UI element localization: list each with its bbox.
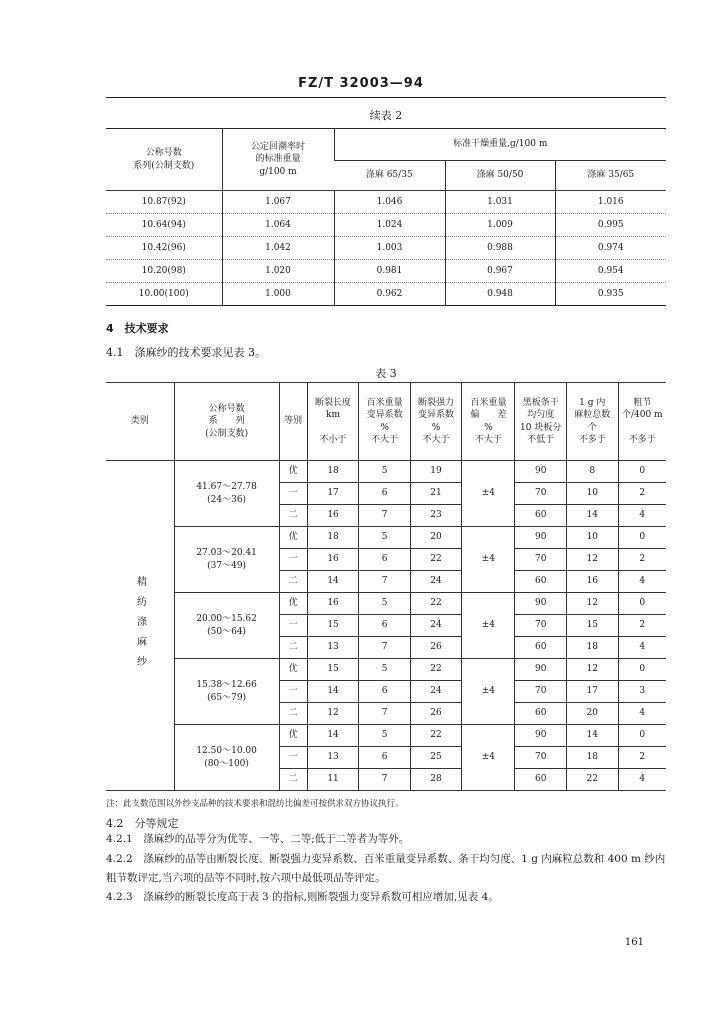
- t3-hline: 百米重量: [366, 398, 403, 409]
- table-cell: 0.935: [555, 283, 666, 306]
- table-cell: 1.003: [334, 237, 445, 260]
- table-cell: 24: [410, 681, 462, 703]
- t3-hline: 个/400 m: [621, 410, 663, 421]
- t3-hline: 百米重量: [470, 398, 507, 409]
- t3-hline: [308, 422, 359, 434]
- t3-header-col: [566, 383, 618, 461]
- table-cell: 15: [566, 615, 618, 637]
- table-cell: 5: [359, 659, 410, 681]
- table-row: [106, 527, 666, 549]
- table-cell: 10: [566, 527, 618, 549]
- grade-cell: 一: [279, 747, 307, 769]
- table-cell: 70: [515, 681, 567, 703]
- table-cell: 0.954: [555, 260, 666, 283]
- table-cell: 8: [566, 461, 618, 483]
- table-cell: 16: [307, 505, 359, 527]
- table-cell: 7: [359, 637, 410, 659]
- deviation-cell: ±4: [462, 593, 515, 659]
- table-cell: 1.000: [222, 283, 334, 306]
- count-metric: (80～100): [204, 758, 249, 769]
- table-cell: 24: [410, 571, 462, 593]
- table-cell: 25: [410, 747, 462, 769]
- count-range: 41.67～27.78: [196, 482, 257, 493]
- table-cell: 0.981: [334, 260, 445, 283]
- t2-header-name-line: 系列(公制支数): [133, 160, 195, 171]
- t3-hline: %: [380, 422, 389, 433]
- count-range: 12.50～10.00: [196, 746, 257, 757]
- table-row: [106, 214, 666, 237]
- count-range-cell: [174, 659, 279, 725]
- t3-hline: 不低于: [527, 434, 555, 445]
- header-rule: [106, 97, 666, 98]
- table-cell: 4: [618, 571, 666, 593]
- table-cell: 0: [618, 659, 666, 681]
- table-cell: 90: [515, 527, 567, 549]
- t3-header-col: [618, 383, 666, 461]
- table-cell: 0: [618, 593, 666, 615]
- table-cell: 12: [566, 549, 618, 571]
- paragraph-4-2-3: 4.2.3 涤麻纱的断裂长度高于表 3 的指标,则断裂强力变异系数可相应增加,见表 4。: [106, 891, 499, 903]
- table-cell: 7: [359, 703, 410, 725]
- table-cell: 2: [618, 549, 666, 571]
- table-cell: 10.87(92): [106, 191, 222, 214]
- table-cell: 14: [566, 725, 618, 747]
- table-row: [106, 461, 666, 483]
- table-cell: 70: [515, 615, 567, 637]
- table-cell: 1.042: [222, 237, 334, 260]
- table-cell: 12: [307, 703, 359, 725]
- count-metric: (37～49): [207, 560, 247, 571]
- t2-header-std: [222, 129, 334, 191]
- table-cell: 10.64(94): [106, 214, 222, 237]
- table-cell: 5: [359, 725, 410, 747]
- deviation-cell: ±4: [462, 659, 515, 725]
- t3-hline: 不小于: [319, 434, 347, 445]
- table-cell: 6: [359, 483, 410, 505]
- table-cell: 90: [515, 461, 567, 483]
- table-cell: 5: [359, 461, 410, 483]
- table-cell: 22: [410, 659, 462, 681]
- count-metric: (50～64): [207, 626, 247, 637]
- table-cell: 16: [307, 549, 359, 571]
- grade-cell: 一: [279, 615, 307, 637]
- table-cell: 0.962: [334, 283, 445, 306]
- table3-note: 注：此支数范围以外纱支品种的技术要求和混纺比偏差可按供求双方协议执行。: [106, 799, 404, 809]
- table-cell: 70: [515, 549, 567, 571]
- page-number: 161: [624, 937, 644, 948]
- table-cell: 22: [410, 549, 462, 571]
- table-cell: 13: [307, 747, 359, 769]
- table-cell: 28: [410, 769, 462, 791]
- table-cell: 20: [566, 703, 618, 725]
- table-row: [106, 725, 666, 747]
- table-cell: 5: [359, 527, 410, 549]
- table-cell: 22: [566, 769, 618, 791]
- table-cell: 60: [515, 637, 567, 659]
- table-cell: 1.009: [445, 214, 555, 237]
- t3-header-col: [410, 383, 462, 461]
- table-cell: 0: [618, 725, 666, 747]
- grade-cell: 优: [279, 527, 307, 549]
- t3-header-col: [515, 383, 567, 461]
- table-cell: 23: [410, 505, 462, 527]
- t3-hline: 粗节: [633, 398, 652, 409]
- table-cell: 4: [618, 769, 666, 791]
- grade-cell: 二: [279, 571, 307, 593]
- t3-hline: 变异系数: [418, 410, 455, 421]
- table-cell: 11: [307, 769, 359, 791]
- t3-hline: 偏 差: [470, 410, 507, 421]
- t3-header-col: [307, 383, 359, 461]
- table-cell: 90: [515, 659, 567, 681]
- t3-header-count-line: (公制支数): [205, 428, 249, 439]
- table-cell: 1.046: [334, 191, 445, 214]
- t3-header-grade: 等别: [279, 383, 307, 461]
- t2-header-std-line: 公定回潮率时: [250, 142, 305, 153]
- table-cell: 14: [307, 725, 359, 747]
- t2-sub-header: 涤麻 50/50: [445, 161, 555, 191]
- grade-cell: 二: [279, 505, 307, 527]
- paragraph-4-2-2: 4.2.2 涤麻纱的品等由断裂长度、断裂强力变异系数、百米重量变异系数、条干均匀度、1 g 内麻粒总数和 400 m 纱内粗节数评定,当六项的品等不同时,按六项中最低项品等评定。: [106, 853, 666, 884]
- t3-header-count-line: 公称号数: [208, 404, 245, 415]
- count-range: 15.38～12.66: [196, 680, 257, 691]
- table-3: [106, 382, 666, 791]
- t3-hline: [619, 422, 666, 434]
- table-cell: 60: [515, 505, 567, 527]
- deviation-cell: ±4: [462, 527, 515, 593]
- table-cell: 60: [515, 703, 567, 725]
- table2-caption: 续表 2: [369, 109, 403, 122]
- t3-header-col: [359, 383, 410, 461]
- t2-header-std-line: 的标准重量: [255, 154, 301, 165]
- table-cell: 6: [359, 549, 410, 571]
- table-cell: 6: [359, 747, 410, 769]
- t3-hline: km: [326, 410, 341, 421]
- table-cell: 26: [410, 637, 462, 659]
- t3-hline: 不大于: [422, 434, 450, 445]
- section-4-2-title: 4.2 分等规定: [106, 817, 179, 830]
- table-cell: 17: [307, 483, 359, 505]
- table-cell: 12: [566, 659, 618, 681]
- count-range: 27.03～20.41: [196, 548, 257, 559]
- table-cell: 22: [410, 725, 462, 747]
- table-cell: 19: [410, 461, 462, 483]
- count-range-cell: [174, 725, 279, 791]
- table-cell: 12: [566, 593, 618, 615]
- t3-hline: 1 g 内: [579, 398, 606, 409]
- table-cell: 10.42(96): [106, 237, 222, 260]
- table-cell: 5: [359, 593, 410, 615]
- table-cell: 70: [515, 483, 567, 505]
- t3-hline: 断裂强力: [418, 398, 455, 409]
- table-cell: 18: [566, 637, 618, 659]
- t3-hline: %: [431, 422, 441, 433]
- table-cell: 14: [566, 505, 618, 527]
- count-range-cell: [174, 593, 279, 659]
- table-cell: 16: [307, 593, 359, 615]
- table-cell: 10.00(100): [106, 283, 222, 306]
- table-cell: 7: [359, 769, 410, 791]
- table-cell: 13: [307, 637, 359, 659]
- grade-cell: 一: [279, 681, 307, 703]
- table-cell: 7: [359, 505, 410, 527]
- count-metric: (65～79): [207, 692, 247, 703]
- table-cell: 1.020: [222, 260, 334, 283]
- table-row: [106, 191, 666, 214]
- table-cell: 20: [410, 527, 462, 549]
- table-cell: 17: [566, 681, 618, 703]
- table-cell: 0.995: [555, 214, 666, 237]
- table-cell: 22: [410, 593, 462, 615]
- paragraph-4-2-1: 4.2.1 涤麻纱的品等分为优等、一等、二等;低于二等者为等外。: [106, 833, 410, 845]
- table-cell: 70: [515, 747, 567, 769]
- table-cell: 14: [307, 571, 359, 593]
- table-cell: 4: [618, 703, 666, 725]
- t3-header-count: [174, 383, 279, 461]
- grade-cell: 二: [279, 637, 307, 659]
- table-cell: 21: [410, 483, 462, 505]
- t3-header-count-line: 系 列: [208, 416, 245, 427]
- table-cell: 4: [618, 637, 666, 659]
- count-range-cell: [174, 461, 279, 527]
- t3-hline: 断裂长度: [315, 398, 352, 409]
- table-cell: 1.016: [555, 191, 666, 214]
- table-cell: 3: [618, 681, 666, 703]
- t2-sub-header: 涤麻 65/35: [334, 161, 445, 191]
- t3-header-col: [462, 383, 515, 461]
- grade-cell: 优: [279, 725, 307, 747]
- table-cell: 10: [566, 483, 618, 505]
- table-cell: 16: [566, 571, 618, 593]
- table-cell: 60: [515, 769, 567, 791]
- table-row: [106, 659, 666, 681]
- t2-header-group: 标准干燥重量,g/100 m: [334, 129, 666, 161]
- table-cell: 6: [359, 615, 410, 637]
- count-range: 20.00～15.62: [196, 614, 257, 625]
- table-cell: 0: [618, 461, 666, 483]
- table-cell: 18: [566, 747, 618, 769]
- table-cell: 18: [307, 527, 359, 549]
- paragraph-4-1: 4.1 涤麻纱的技术要求见表 3。: [106, 346, 266, 359]
- grade-cell: 二: [279, 769, 307, 791]
- table-cell: 0.988: [445, 237, 555, 260]
- table-row: [106, 260, 666, 283]
- table-cell: 0.948: [445, 283, 555, 306]
- t3-hline: 不多于: [628, 434, 656, 445]
- section-4-title: 4 技术要求: [106, 322, 169, 335]
- table-row: [106, 283, 666, 306]
- grade-cell: 优: [279, 593, 307, 615]
- table-cell: 1.067: [222, 191, 334, 214]
- t3-header-category: 类别: [106, 383, 174, 461]
- table-2: [106, 128, 666, 306]
- table-cell: 15: [307, 659, 359, 681]
- count-metric: (24～36): [207, 494, 247, 505]
- standard-code: FZ/T 32003—94: [298, 76, 424, 91]
- category-cell: 精纺涤麻纱: [106, 461, 174, 791]
- table-cell: 90: [515, 725, 567, 747]
- table-cell: 60: [515, 571, 567, 593]
- table-cell: 15: [307, 615, 359, 637]
- table-cell: 2: [618, 483, 666, 505]
- table-cell: 26: [410, 703, 462, 725]
- t3-hline: 麻粒总数: [574, 410, 611, 421]
- table-row: [106, 237, 666, 260]
- t3-hline: 黑板条干: [522, 398, 559, 409]
- t3-hline: 不多于: [578, 434, 606, 445]
- grade-cell: 一: [279, 483, 307, 505]
- table-cell: 1.064: [222, 214, 334, 237]
- table-cell: 4: [618, 505, 666, 527]
- count-range-cell: [174, 527, 279, 593]
- grade-cell: 优: [279, 659, 307, 681]
- table-cell: 1.024: [334, 214, 445, 237]
- table-cell: 24: [410, 615, 462, 637]
- t3-hline: 变异系数: [366, 410, 403, 421]
- table-cell: 7: [359, 571, 410, 593]
- grade-cell: 优: [279, 461, 307, 483]
- deviation-cell: ±4: [462, 725, 515, 791]
- t2-header-std-line: g/100 m: [259, 166, 297, 177]
- t3-hline: 不大于: [474, 434, 502, 445]
- table-cell: 10.20(98): [106, 260, 222, 283]
- table-cell: 2: [618, 615, 666, 637]
- table-cell: 6: [359, 681, 410, 703]
- t3-hline: 10 块板分: [520, 422, 562, 433]
- table3-caption: 表 3: [375, 367, 397, 380]
- t3-hline: 个: [587, 422, 597, 433]
- grade-cell: 一: [279, 549, 307, 571]
- t3-hline: %: [484, 422, 493, 433]
- t3-hline: 不大于: [371, 434, 399, 445]
- table-cell: 14: [307, 681, 359, 703]
- t3-hline: 均匀度: [527, 410, 555, 421]
- t2-header-name: [106, 129, 222, 191]
- grade-cell: 二: [279, 703, 307, 725]
- t2-sub-header: 涤麻 35/65: [555, 161, 666, 191]
- table-cell: 0.974: [555, 237, 666, 260]
- table-cell: 1.031: [445, 191, 555, 214]
- table-cell: 0.967: [445, 260, 555, 283]
- table-cell: 18: [307, 461, 359, 483]
- table-row: [106, 593, 666, 615]
- deviation-cell: ±4: [462, 461, 515, 527]
- table-cell: 90: [515, 593, 567, 615]
- table-cell: 2: [618, 747, 666, 769]
- table-cell: 0: [618, 527, 666, 549]
- t2-header-name-line: 公称号数: [145, 148, 182, 159]
